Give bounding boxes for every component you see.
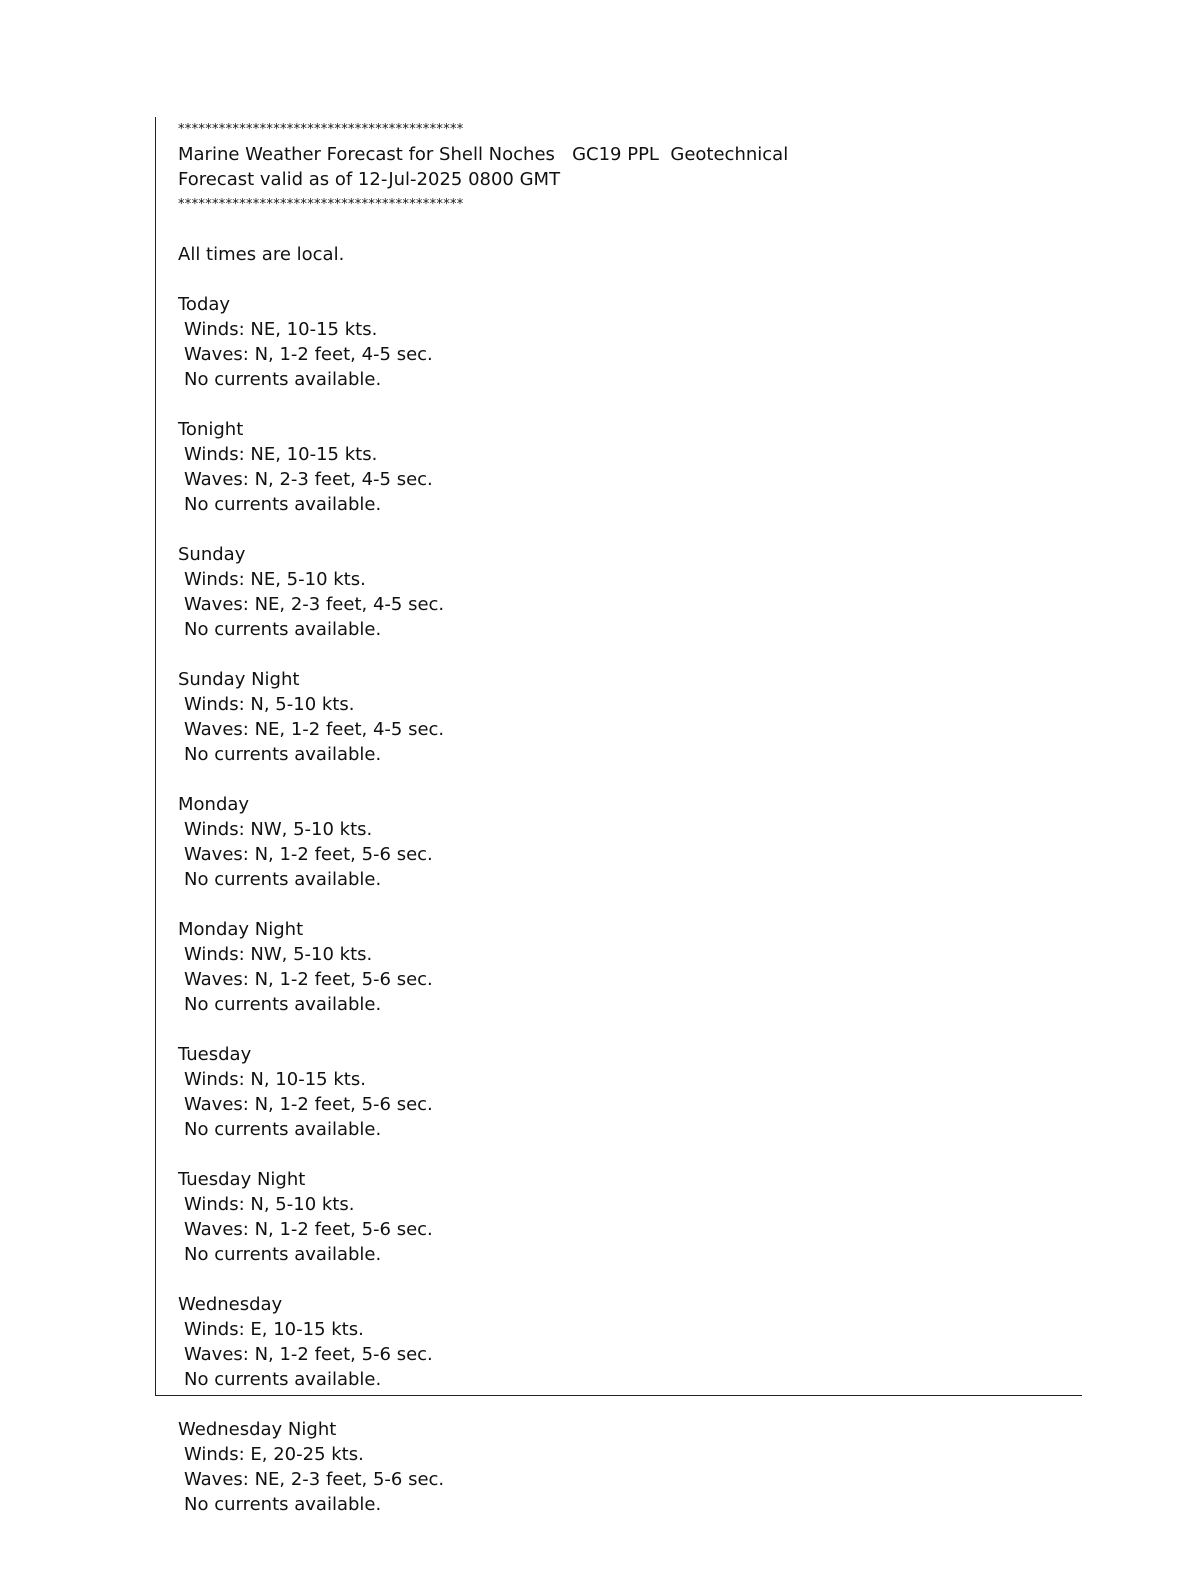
period-winds: Winds: N, 10-15 kts. [184,1069,366,1090]
period-waves: Waves: NE, 2-3 feet, 4-5 sec. [184,594,445,615]
period-name: Sunday Night [178,669,300,690]
forecast-document [178,117,1078,1517]
period-winds: Winds: NE, 10-15 kts. [184,444,378,465]
period-currents: No currents available. [184,369,382,390]
forecast-title: Marine Weather Forecast for Shell Noches GC19 PPL Geotechnical [178,144,789,165]
forecast-period [178,792,1078,917]
period-currents: No currents available. [184,1244,382,1265]
forecast-period [178,667,1078,792]
header-stars-top: ****************************************** [178,122,464,137]
forecast-period [178,417,1078,542]
left-border-rule [155,117,156,1395]
period-name: Sunday [178,544,246,565]
period-winds: Winds: NE, 10-15 kts. [184,319,378,340]
spacer [178,267,1078,292]
period-currents: No currents available. [184,994,382,1015]
spacer [178,217,1078,242]
period-currents: No currents available. [184,1119,382,1140]
period-name: Wednesday [178,1294,283,1315]
spacer [178,392,1078,417]
period-name: Today [178,294,231,315]
period-currents: No currents available. [184,869,382,890]
period-winds: Winds: NW, 5-10 kts. [184,819,373,840]
period-currents: No currents available. [184,494,382,515]
forecast-periods [178,292,1078,1517]
period-waves: Waves: NE, 2-3 feet, 5-6 sec. [184,1469,445,1490]
spacer [178,517,1078,542]
period-waves: Waves: NE, 1-2 feet, 4-5 sec. [184,719,445,740]
period-name: Tuesday Night [178,1169,306,1190]
spacer [178,1017,1078,1042]
period-name: Monday Night [178,919,304,940]
period-waves: Waves: N, 2-3 feet, 4-5 sec. [184,469,433,490]
period-currents: No currents available. [184,1369,382,1390]
spacer [178,892,1078,917]
period-waves: Waves: N, 1-2 feet, 5-6 sec. [184,1344,433,1365]
period-currents: No currents available. [184,1494,382,1515]
period-currents: No currents available. [184,619,382,640]
period-winds: Winds: NW, 5-10 kts. [184,944,373,965]
header-stars-bottom: ****************************************** [178,197,464,212]
period-name: Wednesday Night [178,1419,337,1440]
period-currents: No currents available. [184,744,382,765]
time-note: All times are local. [178,244,345,265]
period-waves: Waves: N, 1-2 feet, 5-6 sec. [184,1094,433,1115]
forecast-period [178,1167,1078,1292]
period-winds: Winds: E, 10-15 kts. [184,1319,364,1340]
spacer [178,1267,1078,1292]
period-winds: Winds: NE, 5-10 kts. [184,569,366,590]
spacer [178,1392,1078,1417]
spacer [178,767,1078,792]
forecast-period [178,1292,1078,1417]
spacer [178,1142,1078,1167]
spacer [178,642,1078,667]
period-name: Monday [178,794,250,815]
forecast-period [178,917,1078,1042]
forecast-period [178,542,1078,667]
period-waves: Waves: N, 1-2 feet, 5-6 sec. [184,969,433,990]
period-waves: Waves: N, 1-2 feet, 5-6 sec. [184,1219,433,1240]
period-winds: Winds: N, 5-10 kts. [184,1194,355,1215]
period-waves: Waves: N, 1-2 feet, 5-6 sec. [184,844,433,865]
forecast-period [178,1042,1078,1167]
period-winds: Winds: E, 20-25 kts. [184,1444,364,1465]
forecast-period [178,1417,1078,1517]
forecast-valid-time: Forecast valid as of 12-Jul-2025 0800 GMT [178,169,561,190]
period-winds: Winds: N, 5-10 kts. [184,694,355,715]
period-waves: Waves: N, 1-2 feet, 4-5 sec. [184,344,433,365]
period-name: Tonight [178,419,244,440]
period-name: Tuesday [178,1044,252,1065]
forecast-period [178,292,1078,417]
